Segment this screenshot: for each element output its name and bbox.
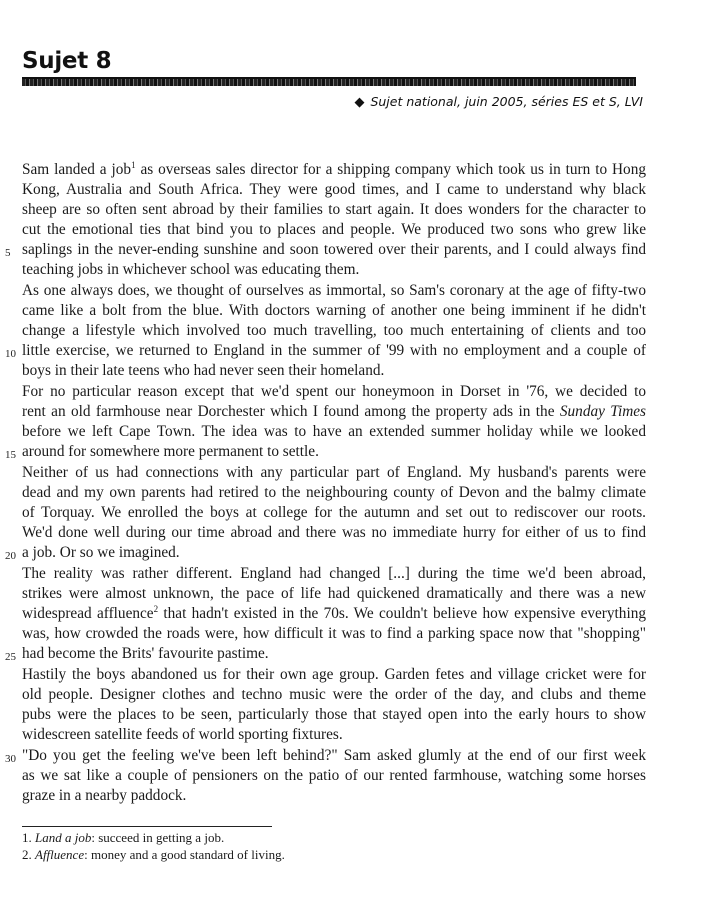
newspaper-title: Sunday Times bbox=[559, 403, 646, 420]
body-line: sheep are so often sent abroad by their families to start again. It does wonders for the character to bbox=[22, 201, 646, 218]
footnote-term: Land a job bbox=[35, 830, 92, 845]
body-line: 5 saplings in the never-ending sunshine and soon towered over their parents, and I could always find bbox=[22, 240, 646, 260]
paragraph-1 bbox=[5, 160, 647, 280]
footnote-term: Affluence bbox=[35, 847, 85, 862]
paragraph-4 bbox=[5, 463, 646, 563]
body-line: dead and my own parents had retired to the neighbouring county of Devon and the balmy climate bbox=[22, 484, 646, 501]
footnote-2: 2. Affluence: money and a good standard of living. bbox=[22, 847, 285, 862]
body-line: 25 had become the Brits' favourite pastime. bbox=[22, 644, 646, 664]
body-line: pubs were the places to be seen, particularly those that stayed open into the early hours to show bbox=[22, 706, 646, 723]
diamond-bullet-icon: ◆ bbox=[354, 95, 365, 110]
body-line: Sam landed a job$^1$ as overseas sales director for a shipping company which took us in turn to Hong bbox=[22, 160, 647, 178]
body-line: before we left Cape Town. The idea was to have an extended summer holiday while we looked bbox=[22, 423, 646, 440]
source-line bbox=[354, 94, 643, 110]
paragraph-6 bbox=[22, 665, 646, 745]
body-line: rent an old farmhouse near Dorchester which I found among the property ads in the Sunday Times bbox=[22, 403, 646, 420]
body-line: teaching jobs in whichever school was educating them. bbox=[22, 261, 360, 278]
line-number: 25 bbox=[5, 651, 16, 663]
title-rule-edge bbox=[22, 77, 636, 79]
source-text: Sujet national, juin 2005, séries ES et S, LVI bbox=[370, 94, 643, 109]
body-line: Neither of us had connections with any particular part of England. My husband's parents were bbox=[22, 464, 646, 481]
body-line: as we sat like a couple of pensioners on the patio of our rented farmhouse, watching some horses bbox=[22, 767, 646, 784]
body-line: We'd done well during our time abroad and there was no immediate hurry for either of us to find bbox=[22, 524, 646, 541]
line-number: 30 bbox=[5, 753, 16, 765]
paragraph-7 bbox=[5, 746, 646, 806]
paragraph-3 bbox=[5, 382, 646, 462]
line-number: 5 bbox=[5, 247, 11, 259]
body-line: 10 little exercise, we returned to England in the summer of '99 with no employment and a couple of bbox=[22, 341, 646, 361]
body-line: 30 "Do you get the feeling we've been left behind?" Sam asked glumly at the end of our first week bbox=[22, 746, 646, 766]
body-line: As one always does, we thought of ourselves as immortal, so Sam's coronary at the age of fifty-two bbox=[22, 282, 646, 299]
line-number: 10 bbox=[5, 348, 16, 360]
body-line: came like a bolt from the blue. With doctors warning of another one being imminent if he didn't bbox=[22, 302, 646, 319]
body-line: For no particular reason except that we'd spent our honeymoon in Dorset in '76, we decided to bbox=[22, 383, 646, 400]
body-line: of Torquay. We enrolled the boys at college for the autumn and set out to rediscover our roots. bbox=[22, 504, 646, 521]
paragraph-2 bbox=[5, 281, 646, 381]
body-line: was, how crowded the roads were, how difficult it was to find a parking space now that "shopping" bbox=[22, 625, 646, 642]
body-line: Hastily the boys abandoned us for their own age group. Garden fetes and village cricket were for bbox=[22, 666, 646, 683]
body-line: 15 around for somewhere more permanent to settle. bbox=[22, 442, 646, 462]
body-line: old people. Designer clothes and techno music were the order of the day, and clubs and theme bbox=[22, 686, 646, 703]
body-line: widescreen satellite feeds of world sporting fixtures. bbox=[22, 726, 343, 743]
body-line: widespread affluence$^2$ that hadn't existed in the 70s. We couldn't believe how expensive everything bbox=[22, 604, 646, 622]
footnotes bbox=[22, 829, 285, 863]
paragraph-5 bbox=[5, 564, 646, 664]
footnote-ref-1: 1 bbox=[131, 160, 136, 170]
body-line: cut the emotional ties that bind you to places and people. We produced two sons who grew like bbox=[22, 221, 646, 238]
body-line: strikes were almost unknown, the pace of life had quickened dramatically and there was a new bbox=[22, 585, 646, 602]
line-number: 20 bbox=[5, 550, 16, 562]
page-title: Sujet 8 bbox=[22, 48, 112, 74]
line-number: 15 bbox=[5, 449, 16, 461]
body-line: graze in a nearby paddock. bbox=[22, 787, 187, 804]
body-line: The reality was rather different. England had changed [...] during the time we'd been abroad, bbox=[22, 565, 646, 582]
article-body bbox=[5, 160, 647, 807]
body-line: Kong, Australia and South Africa. They were good times, and I came to understand why black bbox=[22, 181, 646, 198]
body-line: boys in their late teens who had never seen their homeland. bbox=[22, 362, 385, 379]
footnote-divider bbox=[22, 826, 272, 827]
footnote-ref-2: 2 bbox=[153, 604, 159, 614]
body-line: change a lifestyle which involved too much travelling, too much entertaining of clients and too bbox=[22, 322, 646, 339]
footnote-1: 1. Land a job: succeed in getting a job. bbox=[22, 830, 225, 845]
body-line: 20 a job. Or so we imagined. bbox=[22, 543, 646, 563]
